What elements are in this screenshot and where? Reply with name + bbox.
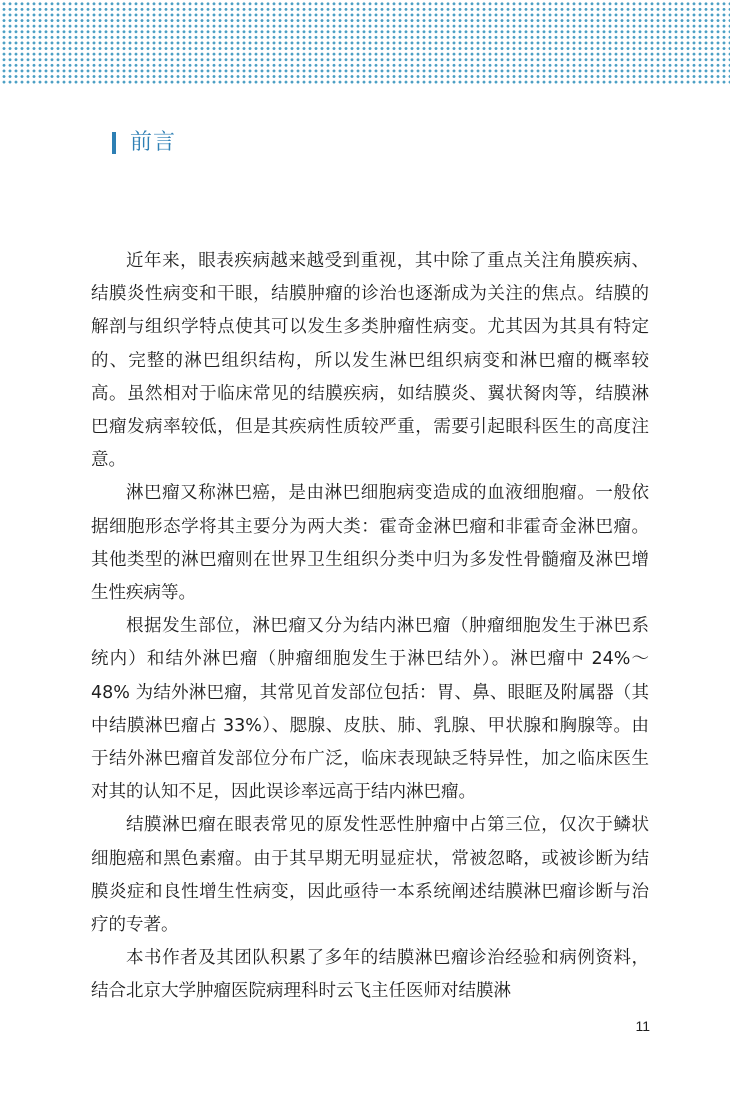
- paragraph: 近年来，眼表疾病越来越受到重视，其中除了重点关注角膜疾病、结膜炎性病变和干眼，结膜肿瘤的诊治也逐渐成为关注的焦点。结膜的解剖与组织学特点使其可以发生多类肿瘤性病变。尤其因为其具有特定的、完整的淋巴组织结构，所以发生淋巴组织病变和淋巴瘤的概率较高。虽然相对于临床常见的结膜疾病，如结膜炎、翼状胬肉等，结膜淋巴瘤发病率较低，但是其疾病性质较严重，需要引起眼科医生的高度注意。: [91, 251, 649, 471]
- paragraph: 结膜淋巴瘤在眼表常见的原发性恶性肿瘤中占第三位，仅次于鳞状细胞癌和黑色素瘤。由于其早期无明显症状，常被忽略，或被诊断为结膜炎症和良性增生性病变，因此亟待一本系统阐述结膜淋巴瘤诊断与治疗的专著。: [91, 815, 649, 936]
- page-number: 11: [635, 1018, 650, 1034]
- paragraph: 根据发生部位，淋巴瘤又分为结内淋巴瘤（肿瘤细胞发生于淋巴系统内）和结外淋巴瘤（肿瘤细胞发生于淋巴结外）。淋巴瘤中 24%～48% 为结外淋巴瘤，其常见首发部位包括：胃、鼻、眼眶及附属器（其中结膜淋巴瘤占 33%）、腮腺、皮肤、肺、乳腺、甲状腺和胸腺等。由于结外淋巴瘤首发部位分布广泛，临床表现缺乏特异性，加之临床医生对其的认知不足，因此误诊率远高于结内淋巴瘤。: [91, 616, 649, 803]
- paragraph: 淋巴瘤又称淋巴癌，是由淋巴细胞病变造成的血液细胞瘤。一般依据细胞形态学将其主要分为两大类：霍奇金淋巴瘤和非霍奇金淋巴瘤。其他类型的淋巴瘤则在世界卫生组织分类中归为多发性骨髓瘤及淋巴增生性疾病等。: [91, 483, 649, 604]
- heading-accent-bar: [112, 132, 116, 154]
- heading-title: 前言: [130, 130, 177, 155]
- body-text: [91, 245, 649, 1009]
- paragraph: 本书作者及其团队积累了多年的结膜淋巴瘤诊治经验和病例资料，结合北京大学肿瘤医院病理科时云飞主任医师对结膜淋: [91, 948, 649, 1002]
- dotted-header-pattern: [0, 0, 730, 84]
- section-heading: [112, 130, 176, 156]
